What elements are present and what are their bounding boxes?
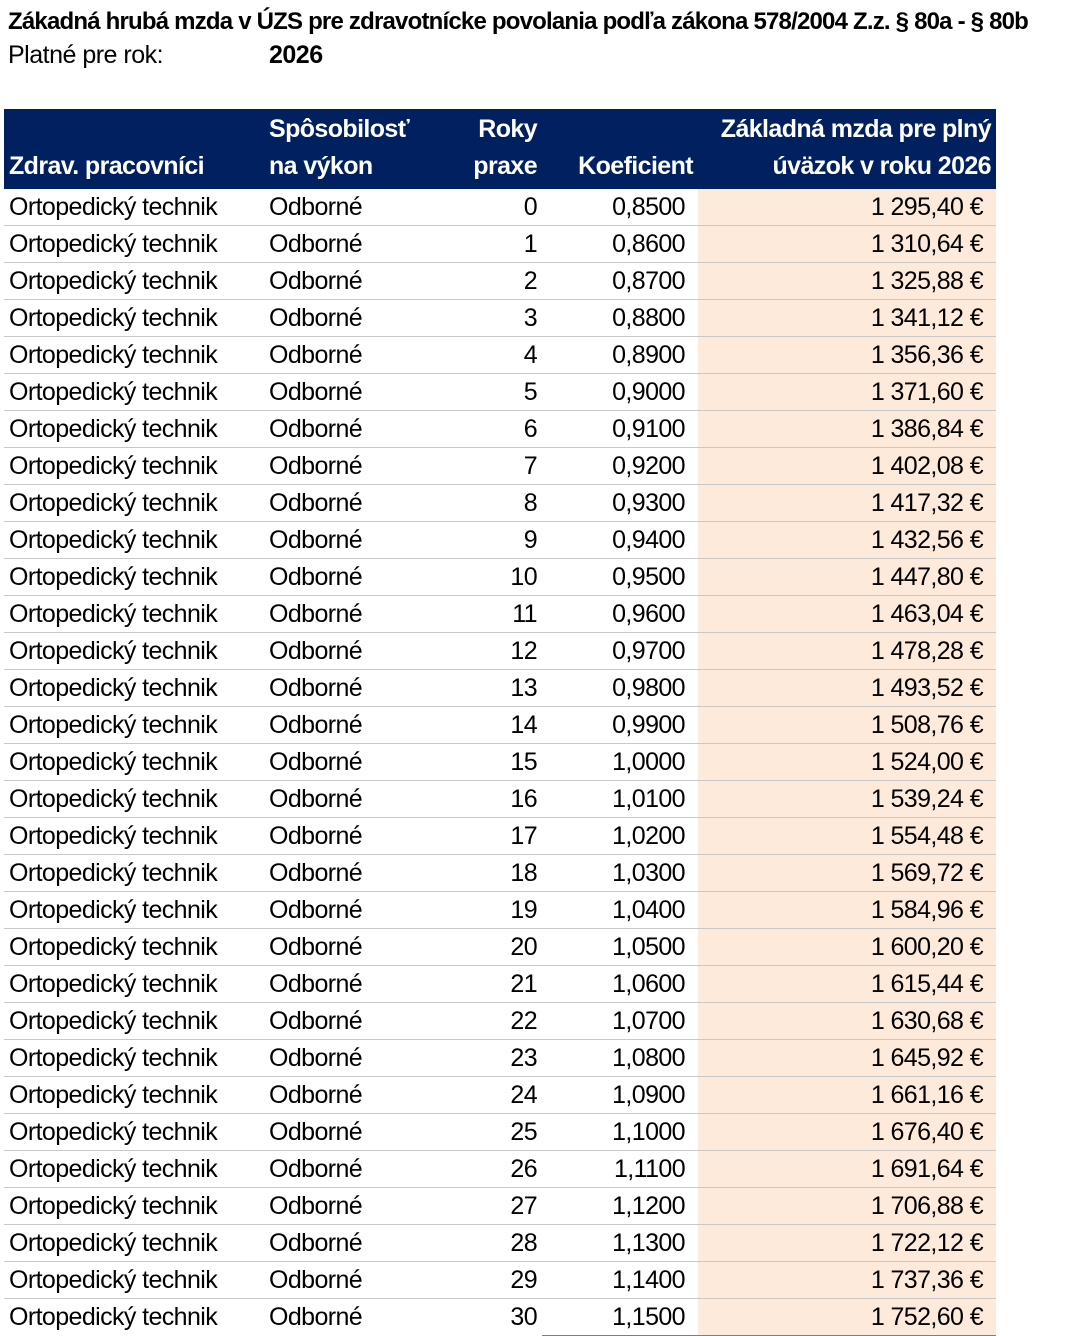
cell-years-of-practice: 20 [444,929,542,966]
cell-years-of-practice: 30 [510,1303,537,1332]
cell-worker: Ortopedický technik [4,1003,264,1040]
table-row [4,781,996,818]
cell-competence: Odborné [264,892,444,929]
cell-coefficient: 0,8500 [542,189,698,226]
cell-years-of-practice: 7 [444,448,542,485]
table-row [4,522,996,559]
salary-table [4,109,996,1336]
cell-base-wage: 1 371,60 € [698,374,996,411]
cell-competence: Odborné [264,1225,444,1262]
table-header [4,109,996,189]
validity-label: Platné pre rok: [8,41,164,69]
cell-competence: Odborné [264,411,444,448]
table-row [4,596,996,633]
header-years-line1: Roky [478,115,537,143]
cell-coefficient: 0,8600 [542,226,698,263]
cell-coefficient: 1,0100 [542,781,698,818]
header-competence [264,109,444,189]
cell-competence: Odborné [264,670,444,707]
cell-coefficient: 1,0000 [542,744,698,781]
cell-base-wage: 1 493,52 € [698,670,996,707]
cell-years-of-practice: 17 [444,818,542,855]
cell-years-of-practice: 19 [444,892,542,929]
header-name [4,109,264,189]
cell-base-wage: 1 600,20 € [698,929,996,966]
cell-worker: Ortopedický technik [4,1188,264,1225]
cell-years-of-practice: 9 [444,522,542,559]
cell-coefficient: 0,9000 [542,374,698,411]
cell-coefficient: 0,9300 [542,485,698,522]
cell-base-wage: 1 691,64 € [698,1151,996,1188]
cell-coefficient: 0,9800 [542,670,698,707]
cell-competence: Odborné [264,966,444,1003]
table-row [4,263,996,300]
cell-worker: Ortopedický technik [4,855,264,892]
header-years-line2: praxe [473,152,537,180]
table-body [4,189,996,1336]
table-row [4,818,996,855]
cell-years-of-practice: 8 [444,485,542,522]
cell-years-of-practice: 22 [444,1003,542,1040]
cell-coefficient: 1,0800 [542,1040,698,1077]
table-row [4,1151,996,1188]
cell-worker: Ortopedický technik [4,966,264,1003]
cell-base-wage: 1 737,36 € [698,1262,996,1299]
cell-worker: Ortopedický technik [4,1151,264,1188]
cell-worker: Ortopedický technik [4,781,264,818]
cell-competence: Odborné [264,263,444,300]
cell-coefficient: 1,0700 [542,1003,698,1040]
cell-years-of-practice: 24 [444,1077,542,1114]
cell-coefficient: 0,8900 [542,337,698,374]
cell-years-of-practice: 28 [444,1225,542,1262]
cell-worker: Ortopedický technik [4,892,264,929]
cell-base-wage: 1 463,04 € [698,596,996,633]
table-row [4,374,996,411]
cell-competence: Odborné [264,633,444,670]
cell-years-of-practice: 12 [444,633,542,670]
page-title: Zákadná hrubá mzda v ÚZS pre zdravotnícke povolania podľa zákona 578/2004 Z.z. § 80a - § 80b [8,8,1029,35]
cell-base-wage: 1 295,40 € [698,189,996,226]
cell-base-wage: 1 508,76 € [698,707,996,744]
table-row [4,189,996,226]
cell-coefficient: 0,9200 [542,448,698,485]
cell-base-wage: 1 341,12 € [698,300,996,337]
cell-worker: Ortopedický technik [4,1077,264,1114]
table-row [4,633,996,670]
cell-base-wage: 1 722,12 € [698,1225,996,1262]
cell-years-of-practice: 5 [444,374,542,411]
header-wage-line1: Základná mzda pre plný [720,115,991,143]
cell-worker: Ortopedický technik [4,374,264,411]
cell-worker: Ortopedický technik [4,707,264,744]
cell-years-of-practice: 2 [444,263,542,300]
cell-years-of-practice: 21 [444,966,542,1003]
table-row [4,929,996,966]
cell-base-wage: 1 584,96 € [698,892,996,929]
cell-worker: Ortopedický technik [4,522,264,559]
cell-base-wage: 1 630,68 € [698,1003,996,1040]
cell-competence: Odborné [264,189,444,226]
table-row [4,1003,996,1040]
cell-worker: Ortopedický technik [4,263,264,300]
cell-years-of-practice: 23 [444,1040,542,1077]
cell-worker: Ortopedický technik [4,559,264,596]
cell-worker: Ortopedický technik [4,300,264,337]
table-row [4,1040,996,1077]
cell-competence: Odborné [264,1151,444,1188]
cell-worker: Ortopedický technik [4,226,264,263]
cell-worker: Ortopedický technik [4,337,264,374]
cell-years-of-practice: 1 [444,226,542,263]
table-row [4,226,996,263]
table-row [4,1225,996,1262]
cell-years-of-practice: 0 [444,189,542,226]
table-row [4,966,996,1003]
cell-competence: Odborné [264,522,444,559]
cell-competence: Odborné [264,448,444,485]
cell-competence: Odborné [264,1262,444,1299]
table-row [4,1262,996,1299]
table-row [4,1114,996,1151]
cell-years-of-practice: 27 [444,1188,542,1225]
cell-worker: Ortopedický technik [4,448,264,485]
cell-base-wage: 1 569,72 € [698,855,996,892]
cell-coefficient: 1,1100 [542,1151,698,1188]
cell-competence: Odborné [264,596,444,633]
header-years [444,109,542,189]
cell-coefficient: 0,9700 [542,633,698,670]
cell-years-of-practice: 6 [444,411,542,448]
cell-years-of-practice: 18 [444,855,542,892]
table-row [4,337,996,374]
header-name-text: Zdrav. pracovníci [9,152,204,180]
cell-worker: Ortopedický technik [4,411,264,448]
cell-competence: Odborné [264,226,444,263]
cell-base-wage: 1 356,36 € [698,337,996,374]
table-row [4,448,996,485]
cell-competence: Odborné [264,818,444,855]
cell-years-of-practice: 16 [444,781,542,818]
cell-coefficient: 1,1400 [542,1262,698,1299]
cell-coefficient: 1,0500 [542,929,698,966]
cell-base-wage: 1 554,48 € [698,818,996,855]
cell-years-of-practice: 3 [444,300,542,337]
cell-coefficient: 1,1200 [542,1188,698,1225]
header-coefficient [542,109,698,189]
header-coefficient-text: Koeficient [578,152,693,180]
cell-years-of-practice: 11 [444,596,542,633]
cell-base-wage: 1 310,64 € [698,226,996,263]
cell-coefficient: 0,8700 [542,263,698,300]
cell-worker: Ortopedický technik [4,633,264,670]
cell-worker: Ortopedický technik [9,1303,218,1332]
cell-worker: Ortopedický technik [4,1114,264,1151]
cell-competence: Odborné [264,300,444,337]
cell-coefficient: 0,9600 [542,596,698,633]
cell-base-wage: 1 386,84 € [698,411,996,448]
cell-competence: Odborné [264,374,444,411]
cell-base-wage: 1 661,16 € [698,1077,996,1114]
cell-years-of-practice: 14 [444,707,542,744]
cell-worker: Ortopedický technik [4,818,264,855]
table-row [4,670,996,707]
cell-competence: Odborné [264,855,444,892]
header-wage-line2: úväzok v roku 2026 [772,152,991,180]
cell-worker: Ortopedický technik [4,596,264,633]
cell-coefficient: 0,9900 [542,707,698,744]
cell-base-wage: 1 325,88 € [698,263,996,300]
cell-worker: Ortopedický technik [4,744,264,781]
cell-competence: Odborné [264,929,444,966]
cell-competence: Odborné [264,485,444,522]
cell-competence: Odborné [269,1303,363,1332]
cell-competence: Odborné [264,1077,444,1114]
cell-base-wage: 1 432,56 € [698,522,996,559]
cell-years-of-practice: 13 [444,670,542,707]
cell-worker: Ortopedický technik [4,189,264,226]
table-row [4,892,996,929]
cell-competence: Odborné [264,1003,444,1040]
cell-competence: Odborné [264,1114,444,1151]
cell-coefficient: 1,1300 [542,1225,698,1262]
cell-base-wage: 1 752,60 € [698,1299,996,1336]
validity-year: 2026 [269,41,323,69]
table-row [4,559,996,596]
table-row [4,855,996,892]
cell-base-wage: 1 539,24 € [698,781,996,818]
table-row [4,1077,996,1114]
cell-competence: Odborné [264,1040,444,1077]
cell-competence: Odborné [264,744,444,781]
table-row [4,744,996,781]
table-row [4,411,996,448]
cell-worker: Ortopedický technik [4,1262,264,1299]
table-row [4,1299,996,1336]
cell-coefficient: 0,9400 [542,522,698,559]
cell-worker: Ortopedický technik [4,1040,264,1077]
cell-competence: Odborné [264,337,444,374]
cell-worker: Ortopedický technik [4,1225,264,1262]
cell-worker: Ortopedický technik [4,485,264,522]
cell-years-of-practice: 26 [444,1151,542,1188]
cell-base-wage: 1 676,40 € [698,1114,996,1151]
cell-years-of-practice: 4 [444,337,542,374]
cell-coefficient: 0,8800 [542,300,698,337]
cell-base-wage: 1 402,08 € [698,448,996,485]
cell-competence: Odborné [264,781,444,818]
cell-coefficient: 1,1000 [542,1114,698,1151]
cell-base-wage: 1 478,28 € [698,633,996,670]
header-wage [698,109,996,189]
cell-coefficient: 1,0900 [542,1077,698,1114]
cell-years-of-practice: 15 [444,744,542,781]
table-row [4,300,996,337]
cell-base-wage: 1 524,00 € [698,744,996,781]
cell-base-wage: 1 706,88 € [698,1188,996,1225]
header-row [4,109,996,189]
cell-coefficient: 0,9100 [542,411,698,448]
cell-coefficient: 1,1500 [542,1299,698,1336]
header-competence-line1: Spôsobilosť [269,115,410,143]
cell-worker: Ortopedický technik [4,670,264,707]
cell-base-wage: 1 615,44 € [698,966,996,1003]
cell-coefficient: 0,9500 [542,559,698,596]
cell-years-of-practice: 29 [444,1262,542,1299]
cell-base-wage: 1 447,80 € [698,559,996,596]
header-competence-line2: na výkon [269,152,373,180]
cell-base-wage: 1 645,92 € [698,1040,996,1077]
cell-years-of-practice: 10 [444,559,542,596]
cell-base-wage: 1 417,32 € [698,485,996,522]
cell-coefficient: 1,0200 [542,818,698,855]
table-row [4,707,996,744]
cell-competence: Odborné [264,707,444,744]
cell-coefficient: 1,0400 [542,892,698,929]
cell-competence: Odborné [264,1188,444,1225]
cell-coefficient: 1,0300 [542,855,698,892]
table-row [4,1188,996,1225]
cell-coefficient: 1,0600 [542,966,698,1003]
cell-years-of-practice: 25 [444,1114,542,1151]
cell-competence: Odborné [264,559,444,596]
table-row [4,485,996,522]
cell-worker: Ortopedický technik [4,929,264,966]
